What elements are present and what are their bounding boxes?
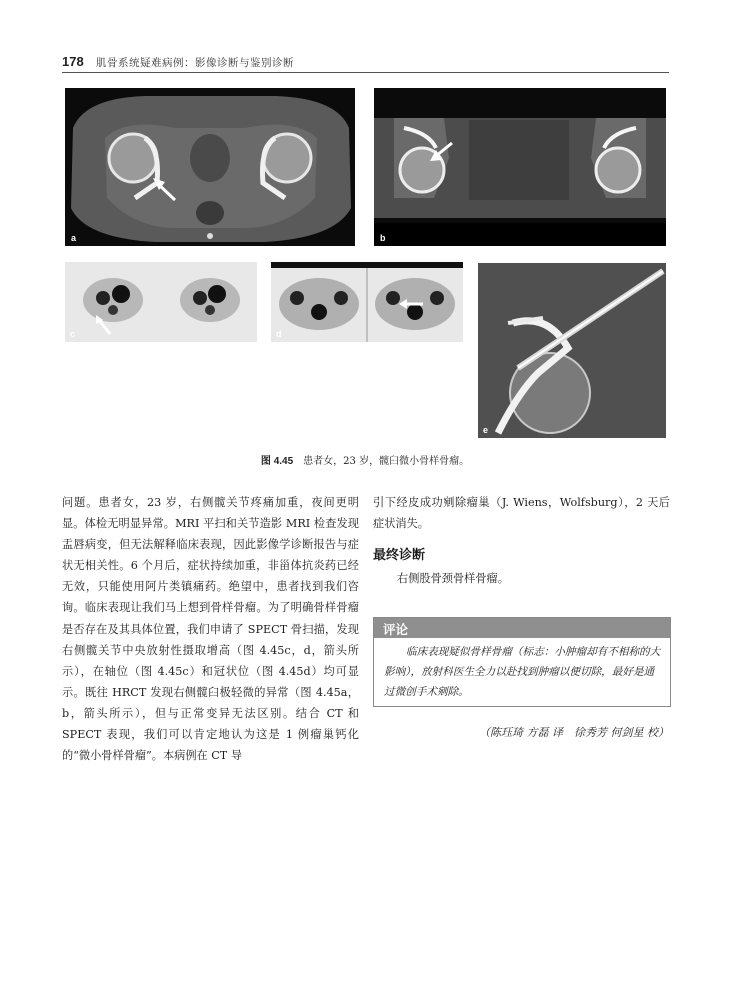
panel-label-d: d: [276, 329, 282, 339]
panel-label-e: e: [483, 425, 489, 435]
comment-title: 评论: [383, 623, 409, 637]
ct-guided-ablation-image: [478, 263, 666, 438]
figure-caption: [0, 452, 730, 467]
body-left-column: [62, 492, 359, 766]
final-diagnosis-heading: 最终诊断: [373, 547, 426, 562]
figure-panel-b: [374, 88, 666, 246]
running-header-title: 肌骨系统疑难病例：影像诊断与鉴别诊断: [96, 57, 294, 69]
comment-box: [373, 617, 671, 707]
axial-ct-pelvis-image: [65, 88, 355, 246]
spect-axial-scan-image: [65, 262, 257, 342]
page-number: 178: [62, 54, 84, 69]
figure-panel-e: [478, 263, 666, 438]
comment-text: 临床表现疑似骨样骨瘤（标志：小肿瘤却有不相称的大影响），放射科医生全力以赴找到肿瘤以便切除，最好是通过微创手术剜除。: [384, 646, 661, 698]
figure-panel-c: [65, 262, 257, 342]
figure-panel-a: [65, 88, 355, 246]
body-right-column: [373, 492, 670, 534]
figure-number: 图 4.45: [260, 456, 294, 467]
spect-coronal-scan-image: [271, 262, 463, 342]
final-diagnosis-text: 右侧股骨颈骨样骨瘤。: [397, 572, 509, 585]
comment-header-bar: [374, 618, 670, 638]
figure-panel-d: [271, 262, 463, 342]
coronal-ct-pelvis-image: [374, 88, 666, 246]
panel-label-c: c: [70, 329, 76, 339]
body-paragraph-left: 问题。患者女，23 岁，右侧髋关节疼痛加重，夜间更明显。体检无明显异常。MRI 平扫和关节造影 MRI 检查发现盂唇病变，但无法解释临床表现，因此影像学诊断报告与症状无相关性。6 个月后，症状持续加重，非甾体抗炎药已经无效，只能使用阿片类镇痛药。绝望中，患者找到我们咨询。临床表现让我们马上想到骨样骨瘤。为了明确骨样骨瘤是否存在及其具体位置，我们申请了 SPECT 骨扫描，发现右侧髋关节中央放射性摄取增高（图 4.45c，d，箭头所示），在轴位（图 4.45c）和冠状位（图 4.45d）均可显示。既往 HRCT 发现右侧髋臼极轻微的异常（图 4.45a，b，箭头所示），但与正常变异无法区别。结合 CT 和 SPECT 表现，我们可以肯定地认为这是 1 例瘤巢钙化的“微小骨样骨瘤”。本病例在 CT 导: [62, 496, 359, 763]
panel-label-a: a: [71, 233, 77, 243]
body-paragraph-right: 引下经皮成功剜除瘤巢（J. Wiens，Wolfsburg），2 天后症状消失。: [373, 496, 670, 531]
translator-credits: （陈珏琦 方磊 译 徐秀芳 何剑星 校）: [479, 726, 669, 739]
figure-caption-text: 患者女，23 岁，髋臼微小骨样骨瘤。: [303, 456, 470, 467]
header-divider: [62, 72, 669, 73]
panel-label-b: b: [380, 233, 386, 243]
